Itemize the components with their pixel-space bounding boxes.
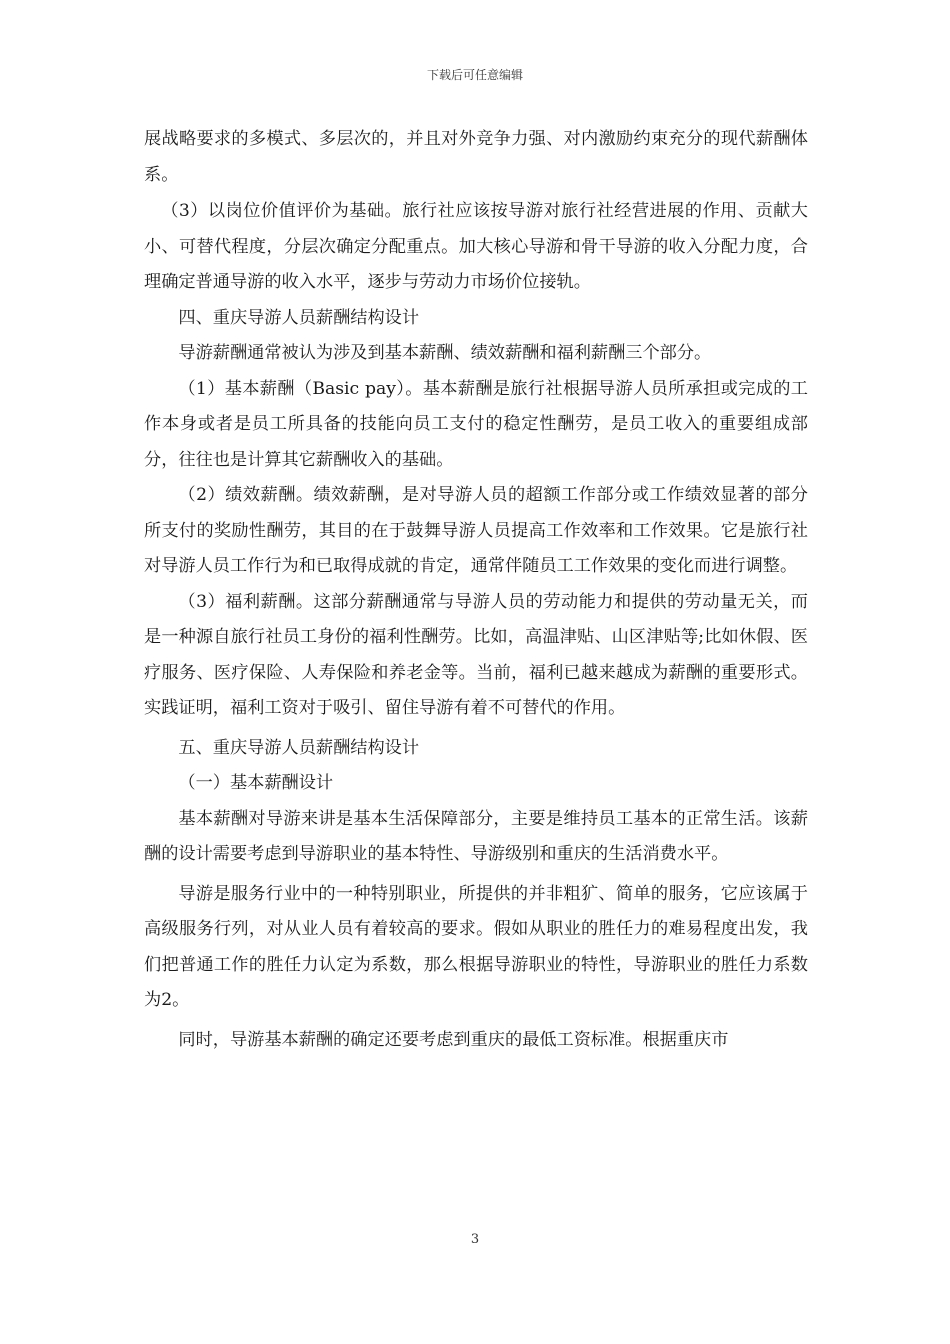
paragraph-minimum-wage: 同时，导游基本薪酬的确定还要考虑到重庆的最低工资标准。根据重庆市 (178, 1029, 729, 1050)
section-heading-five: 五、重庆导游人员薪酬结构设计 (178, 737, 420, 758)
paragraph-job-value: （3）以岗位价值评价为基础。旅行社应该按导游对旅行社经营进展的作用、贡献大小、可替代程度，分层次确定分配重点。加大核心导游和骨干导游的收入分配力度，合理确定普通导游的收入水平，逐步与劳动力市场价位接轨。 (144, 201, 808, 292)
document-body (144, 122, 808, 1058)
section-heading-four: 四、重庆导游人员薪酬结构设计 (178, 307, 420, 328)
paragraph-guide-profession: 导游是服务行业中的一种特别职业，所提供的并非粗犷、简单的服务，它应该属于高级服务行列，对从业人员有着较高的要求。假如从职业的胜任力的难易程度出发，我们把普通工作的胜任力认定为系数，那么根据导游职业的特性，导游职业的胜任力系数为2。 (144, 883, 808, 1010)
paragraph-salary-parts: 导游薪酬通常被认为涉及到基本薪酬、绩效薪酬和福利薪酬三个部分。 (178, 343, 712, 363)
subsection-heading-basic-pay-design: （一）基本薪酬设计 (178, 773, 334, 793)
paragraph-performance-pay: （2）绩效薪酬。绩效薪酬，是对导游人员的超额工作部分或工作绩效显著的部分所支付的奖励性酬劳，其目的在于鼓舞导游人员提高工作效率和工作效果。它是旅行社对导游人员工作行为和已取得成就的肯定，通常伴随员工工作效果的变化而进行调整。 (144, 485, 808, 576)
paragraph-welfare-pay: （3）福利薪酬。这部分薪酬通常与导游人员的劳动能力和提供的劳动量无关，而是一种源自旅行社员工身份的福利性酬劳。比如，高温津贴、山区津贴等;比如休假、医疗服务、医疗保险、人寿保险和养老金等。当前，福利已越来越成为薪酬的重要形式。实践证明，福利工资对于吸引、留住导游有着不可替代的作用。 (144, 591, 808, 718)
page-header: 下载后可任意编辑 (426, 68, 523, 82)
paragraph-basic-pay-design: 基本薪酬对导游来讲是基本生活保障部分，主要是维持员工基本的正常生活。该薪酬的设计需要考虑到导游职业的基本特性、导游级别和重庆的生活消费水平。 (144, 808, 808, 864)
paragraph-continuation: 展战略要求的多模式、多层次的，并且对外竞争力强、对内激励约束充分的现代薪酬体系。 (144, 129, 808, 185)
paragraph-basic-pay: （1）基本薪酬（Basic pay）。基本薪酬是旅行社根据导游人员所承担或完成的工作本身或者是员工所具备的技能向员工支付的稳定性酬劳，是员工收入的重要组成部分，往往也是计算其它薪酬收入的基础。 (144, 378, 808, 470)
page-number: 3 (470, 1232, 480, 1247)
